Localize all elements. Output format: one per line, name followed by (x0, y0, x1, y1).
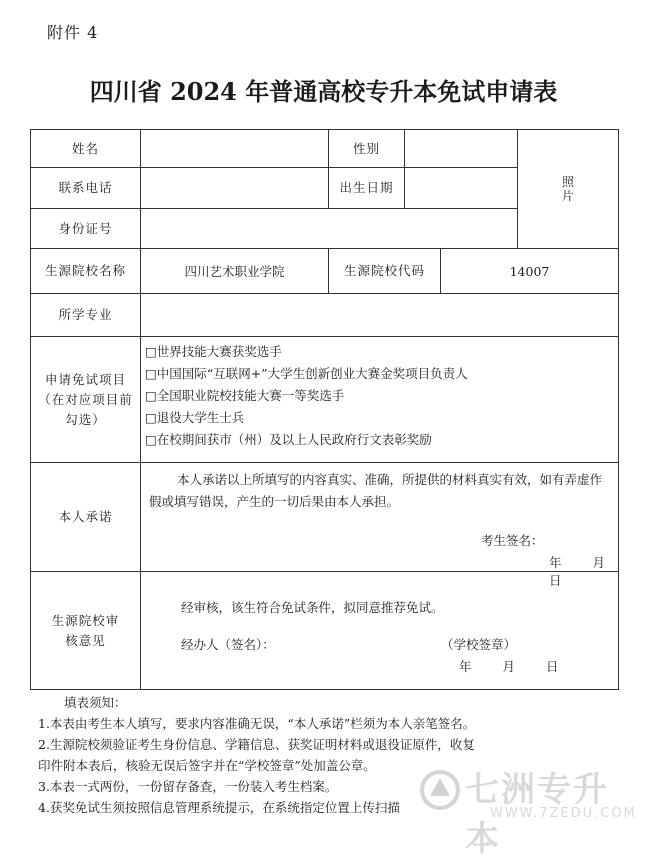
phone-label: 联系电话 (31, 168, 141, 209)
application-form (30, 129, 637, 690)
items-label: 申请免试项目（在对应项目前勾选） (31, 337, 141, 463)
major-label: 所学专业 (31, 294, 141, 337)
review-seal-label: （学校签章） (441, 637, 517, 652)
item-checkbox-national-skills[interactable]: □全国职业院校技能大赛一等奖选手 (145, 388, 345, 403)
review-handler-label: 经办人（签名）： (181, 637, 275, 652)
note-2b: 印件附本表后，核验无误后签字并在“学校签章”处加盖公章。 (38, 758, 376, 773)
note-1: 1.本表由考生本人填写，要求内容准确无误，“本人承诺”栏须为本人亲笔签名。 (38, 716, 476, 731)
note-4: 4.获奖免试生须按照信息管理系统提示，在系统指定位置上传扫描 (38, 800, 400, 815)
row-items (31, 337, 619, 463)
id-label: 身份证号 (31, 209, 141, 249)
row-promise (31, 463, 619, 572)
review-date: 年 月 日 (459, 659, 561, 674)
promise-label: 本人承诺 (31, 463, 141, 572)
major-field[interactable] (141, 294, 619, 337)
promise-cell (141, 463, 637, 588)
name-field[interactable] (141, 130, 329, 168)
note-3: 3.本表一式两份，一份留存备查，一份装入考生档案。 (38, 779, 338, 794)
id-field[interactable] (141, 209, 518, 249)
row-name (31, 130, 619, 168)
exemption-items (141, 337, 619, 463)
promise-signature-label: 考生签名： (481, 533, 544, 548)
gender-label: 性别 (329, 130, 405, 168)
item-checkbox-internet-plus[interactable]: □中国国际“互联网+”大学生创新创业大赛金奖项目负责人 (145, 366, 468, 381)
code-field[interactable]: 14007 (441, 249, 619, 294)
row-review (31, 572, 619, 690)
attachment-label: 附件 4 (47, 23, 99, 42)
photo-box[interactable] (518, 130, 619, 249)
phone-field[interactable] (141, 168, 329, 209)
promise-text: 本人承诺以上所填写的内容真实、准确，所提供的材料真实有效，如有弄虚作假或填写错误，产生的一切后果由本人承担。 (149, 472, 603, 509)
note-2a: 2.生源院校须验证考生身份信息、学籍信息、获奖证明材料或退役证原件，收复 (38, 737, 475, 752)
school-field[interactable]: 四川艺术职业学院 (141, 249, 329, 294)
code-label: 生源院校代码 (329, 249, 441, 294)
review-label: 生源院校审核意见 (31, 572, 141, 690)
watermark-text: 七洲专升本 (465, 770, 609, 859)
watermark-url: WWW.7ZEDU.COM (490, 806, 637, 821)
birth-label: 出生日期 (329, 168, 405, 209)
review-text: 经审核，该生符合免试条件，拟同意推荐免试。 (181, 600, 444, 615)
row-school (31, 249, 619, 294)
gender-field[interactable] (405, 130, 518, 168)
row-major (31, 294, 619, 337)
watermark (410, 762, 642, 859)
item-checkbox-government-award[interactable]: □在校期间获市（州）及以上人民政府行文表彰奖励 (145, 432, 432, 447)
item-checkbox-veteran[interactable]: □退役大学生士兵 (145, 410, 245, 425)
item-checkbox-world-skills[interactable]: □世界技能大赛获奖选手 (145, 344, 282, 359)
page-title: 四川省 2024 年普通高校专升本免试申请表 (89, 77, 558, 106)
watermark-logo-icon (416, 766, 464, 814)
promise-date: 年 月 日 (549, 555, 637, 588)
school-label: 生源院校名称 (31, 249, 141, 294)
birth-field[interactable] (405, 168, 518, 209)
review-cell (141, 572, 619, 690)
photo-label: 照片 (561, 174, 574, 203)
notes-heading: 填表须知： (64, 695, 127, 710)
name-label: 姓名 (31, 130, 141, 168)
